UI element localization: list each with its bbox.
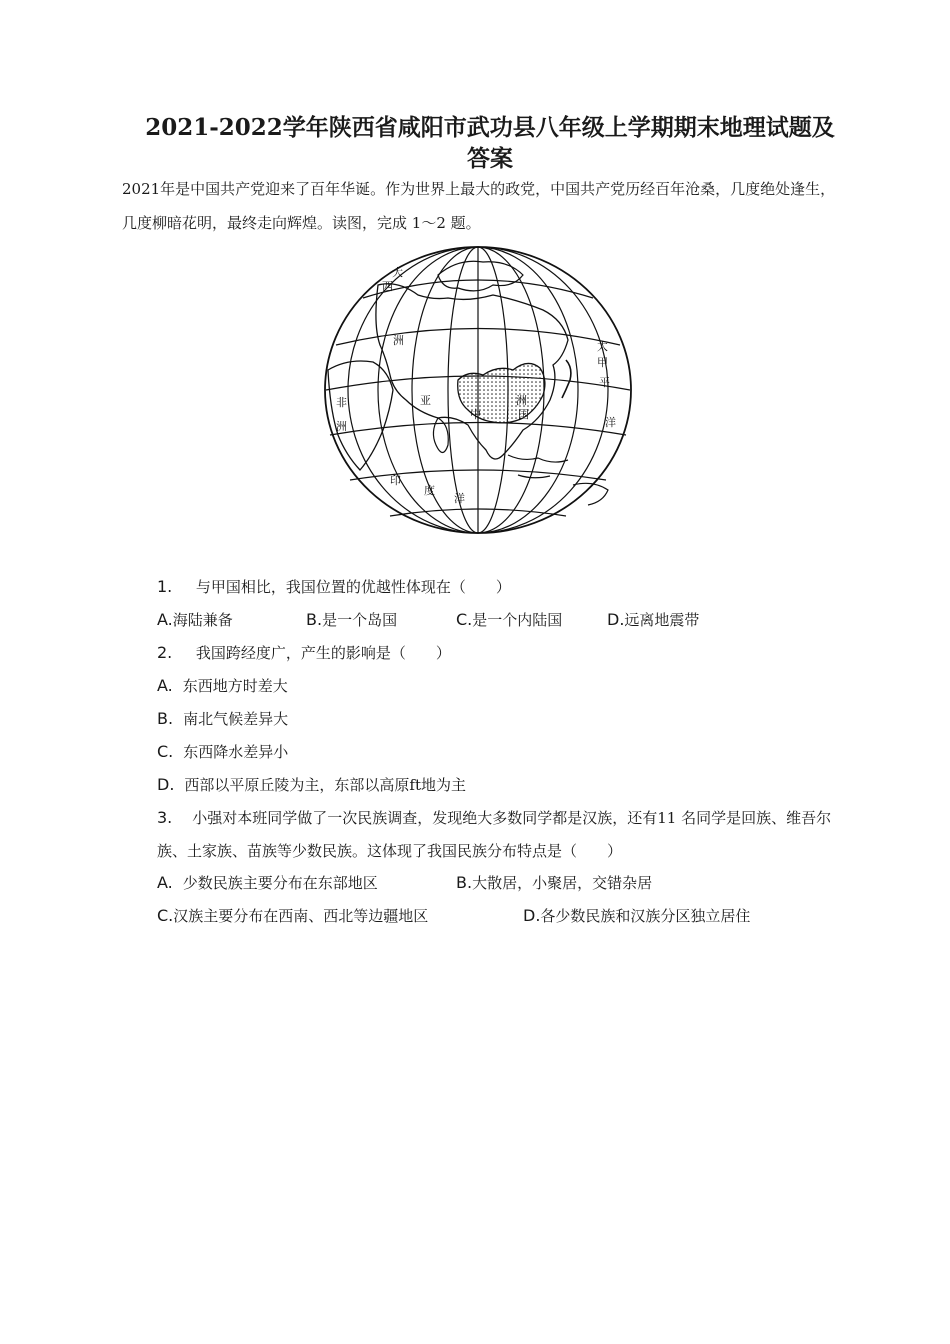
question-number: 3. bbox=[157, 808, 173, 827]
question-3 bbox=[157, 801, 847, 868]
option-2c: C. 东西降水差异小 bbox=[157, 742, 289, 761]
option-1d: D.远离地震带 bbox=[607, 610, 700, 629]
map-label: 甲 bbox=[597, 356, 608, 369]
map-label: 洲 bbox=[336, 420, 347, 433]
question-number: 1. bbox=[157, 577, 173, 596]
option-3c: C.汉族主要分布在西南、西北等边疆地区 bbox=[157, 906, 429, 925]
question-stem: 小强对本班同学做了一次民族调查，发现绝大多数同学都是汉族，还有11 名同学是回族、维吾尔族、土家族、苗族等少数民族。这体现了我国民族分布特点是（ ） bbox=[157, 809, 832, 860]
option-2b: B. 南北气候差异大 bbox=[157, 709, 289, 728]
map-label: 非 bbox=[336, 396, 347, 409]
option-1c: C.是一个内陆国 bbox=[456, 610, 563, 629]
map-label: 国 bbox=[518, 408, 529, 421]
page-title: 2021-2022学年陕西省咸阳市武功县八年级上学期期末地理试题及 bbox=[145, 114, 835, 141]
map-label: 太 bbox=[597, 340, 608, 353]
page-title-line2: 答案 bbox=[467, 145, 513, 172]
map-label: 洋 bbox=[605, 416, 616, 429]
option-1b: B.是一个岛国 bbox=[306, 610, 398, 629]
question-2 bbox=[157, 643, 451, 663]
map-label: 中 bbox=[470, 408, 481, 421]
globe-map bbox=[318, 240, 638, 540]
arctic-coast bbox=[438, 261, 523, 291]
japan-islands bbox=[562, 360, 571, 398]
option-3a: A. 少数民族主要分布在东部地区 bbox=[157, 873, 378, 892]
question-stem: 我国跨经度广，产生的影响是（ ） bbox=[195, 644, 451, 662]
map-label: 西 bbox=[382, 280, 393, 293]
map-label: 亚 bbox=[420, 394, 431, 407]
map-label: 洲 bbox=[393, 334, 404, 347]
map-label: 平 bbox=[599, 376, 610, 389]
intro-paragraph: 2021年是中国共产党迎来了百年华诞。作为世界上最大的政党，中国共产党历经百年沧桑，几度绝处逢生，几度柳暗花明，最终走向辉煌。读图，完成 1～2 题。 bbox=[122, 180, 836, 232]
map-label: 印 bbox=[390, 474, 401, 487]
map-label: 洋 bbox=[454, 492, 465, 505]
map-label: 度 bbox=[424, 484, 435, 497]
option-2d: D. 西部以平原丘陵为主，东部以高原ft地为主 bbox=[157, 775, 466, 794]
option-1a: A.海陆兼备 bbox=[157, 610, 233, 629]
question-stem: 与甲国相比，我国位置的优越性体现在（ ） bbox=[195, 578, 511, 596]
map-label: 洲 bbox=[516, 394, 527, 407]
map-label: 大 bbox=[392, 266, 403, 279]
option-3d: D.各少数民族和汉族分区独立居住 bbox=[523, 906, 751, 925]
option-2a: A. 东西地方时差大 bbox=[157, 676, 288, 695]
africa-coast bbox=[328, 361, 393, 470]
question-number: 2. bbox=[157, 643, 173, 662]
question-1 bbox=[157, 577, 511, 597]
option-3b: B.大散居，小聚居，交错杂居 bbox=[456, 873, 653, 892]
